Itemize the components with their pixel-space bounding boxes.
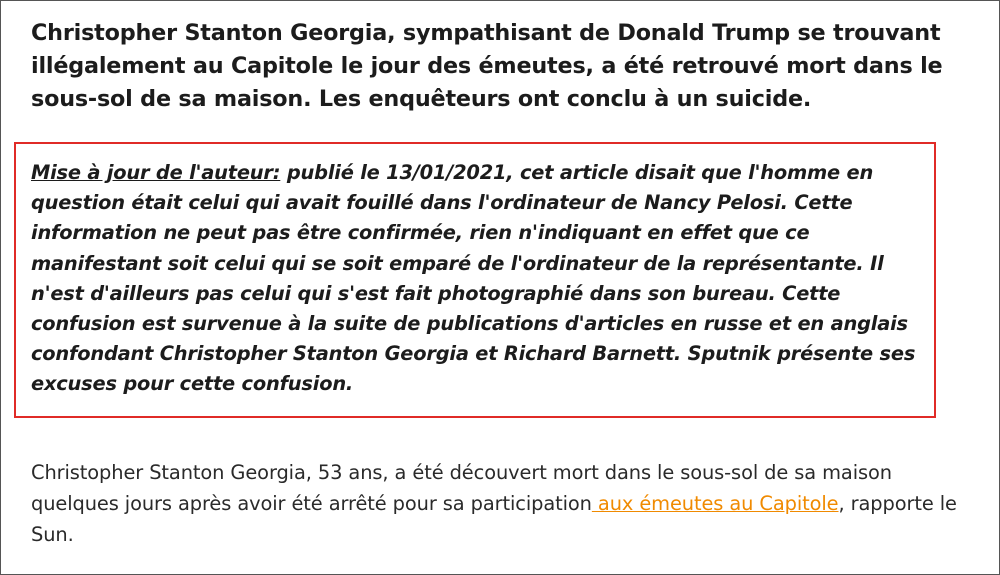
article-body-paragraph (31, 457, 961, 550)
article-headline: Christopher Stanton Georgia, sympathisant de Donald Trump se trouvant illégalement au Capitole le jour des émeutes, a été retrouvé mort dans le sous-sol de sa maison. Les enquêteurs ont conclu à un suicide. (31, 20, 943, 112)
article-content (31, 17, 979, 546)
body-text-before-link: Christopher Stanton Georgia, 53 ans, a été découvert mort dans le sous-sol de sa maison quelques jours après avoir été arrêté pour sa participation (31, 461, 892, 515)
capitol-riots-link[interactable]: aux émeutes au Capitole (591, 492, 839, 515)
author-update-body: publié le 13/01/2021, cet article disait que l'homme en question était celui qui avait fouillé dans l'ordinateur de Nancy Pelosi. Cette information ne peut pas être confirmée, rien n'indiquant en effet que ce manifestant soit celui qui se soit emparé de l'ordinateur de la représentante. Il n'est d'ailleurs pas celui qui s'est fait photographié dans son bureau. Cette confusion est survenue à la suite de publications d'articles en russe et en anglais confondant Christopher Stanton Georgia et Richard Barnett. Sputnik présente ses excuses pour cette confusion. (31, 161, 916, 396)
body-text-after-link: , rapporte le Sun. (31, 492, 957, 546)
author-update-box (14, 142, 936, 418)
author-update-text (31, 158, 936, 400)
author-update-label: Mise à jour de l'auteur: (31, 161, 281, 184)
